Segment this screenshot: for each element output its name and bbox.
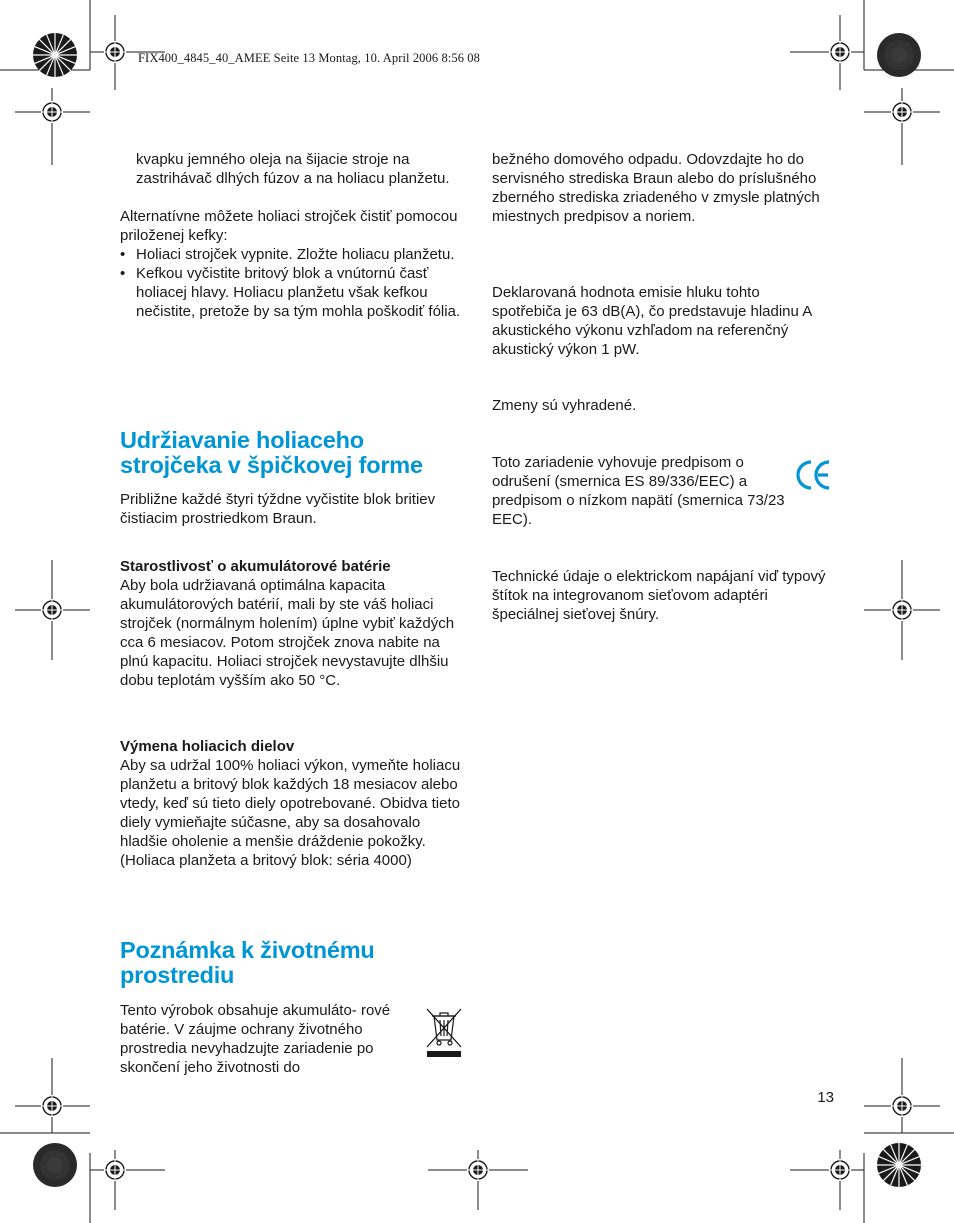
registration-mark-icon [891, 1095, 913, 1117]
noise-text: Deklarovaná hodnota emisie hluku tohto spotřebiča je 63 dB(A), čo predstavuje hladinu A akustického výkonu vzhľadom na referenčný akustický výkon 1 pW. [492, 284, 812, 358]
ce-text: Toto zariadenie vyhovuje predpisom o odrušení (smernica ES 89/336/EEC) a predpisom o nízkom napätí (smernica 73/23 EEC). [492, 454, 785, 528]
list-item: • Holiaci strojček vypnite. Zložte holiacu planžetu. [120, 245, 465, 264]
registration-mark-icon [891, 101, 913, 123]
color-target-icon [876, 1142, 922, 1188]
color-target-icon [32, 32, 78, 78]
parts-title: Výmena holiacich dielov [120, 738, 295, 755]
registration-mark-icon [467, 1159, 489, 1181]
page-number: 13 [817, 1089, 834, 1106]
parts-note: (Holiaca planžeta a britový blok: séria 4000) [120, 852, 412, 869]
changes-text: Zmeny sú vyhradené. [492, 397, 637, 414]
registration-mark-icon [41, 1095, 63, 1117]
heading-environment: Poznámka k životnému prostrediu [120, 937, 375, 988]
environment-continuation: bežného domového odpadu. Odovzdajte ho do servisného strediska Braun alebo do príslušného zberného strediska zriadeného v zmysle platných miestnych predpisov a noriem. [492, 151, 820, 225]
color-target-icon [32, 1142, 78, 1188]
tech-text: Technické údaje o elektrickom napájaní viď typový štítok na integrovanom sieťovom adaptéri špeciálnej sieťovej šnúry. [492, 568, 826, 623]
alt-clean-text: Alternatívne môžete holiaci strojček čistiť pomocou priloženej kefky: [120, 208, 458, 244]
registration-mark-icon [104, 1159, 126, 1181]
battery-text: Aby bola udržiavaná optimálna kapacita akumulátorových batérií, mali by ste váš holiaci strojček (normálnym holením) úplne vybiť každých cca 6 mesiacov. Potom strojček znova nabite na plnú kapacitu. Holiaci strojček nevystavujte dlhšiu dobu teplotám vyšším ako 50 °C. [120, 577, 455, 689]
battery-title: Starostlivosť o akumulátorové batérie [120, 558, 391, 575]
parts-text: Aby sa udržal 100% holiaci výkon, vymeňte holiacu planžetu a britový blok každých 18 mesiacov alebo vtedy, keď sú tieto diely opotrebované. Obidva tieto diely vymieňajte súčasne, aby sa dosahovalo hladšie oholenie a menšie dráždenie pokožky. [120, 757, 461, 850]
heading-maintenance: Udržiavanie holiaceho strojčeka v špičkovej forme [120, 427, 423, 478]
print-header: FIX400_4845_40_AMEE Seite 13 Montag, 10. April 2006 8:56 08 [138, 51, 481, 65]
registration-mark-icon [104, 41, 126, 63]
registration-mark-icon [829, 41, 851, 63]
registration-mark-icon [41, 599, 63, 621]
registration-mark-icon [41, 101, 63, 123]
intro-continuation: kvapku jemného oleja na šijacie stroje na zastrihávač dlhých fúzov a na holiacu planžetu. [136, 151, 450, 187]
list-item: • Kefkou vyčistite britový blok a vnútornú časť holiacej hlavy. Holiacu planžetu však kefkou nečistite, pretože by sa tým mohla poškodiť fólia. [120, 264, 465, 321]
environment-text: Tento výrobok obsahuje akumuláto- rové batérie. V záujme ochrany životného prostredia nevyhadzujte zariadenie po skončení jeho životnosti do [120, 1002, 391, 1076]
maintenance-text: Približne každé štyri týždne vyčistite blok britiev čistiacim prostriedkom Braun. [120, 491, 436, 527]
registration-mark-icon [829, 1159, 851, 1181]
registration-mark-icon [891, 599, 913, 621]
color-target-icon [876, 32, 922, 78]
